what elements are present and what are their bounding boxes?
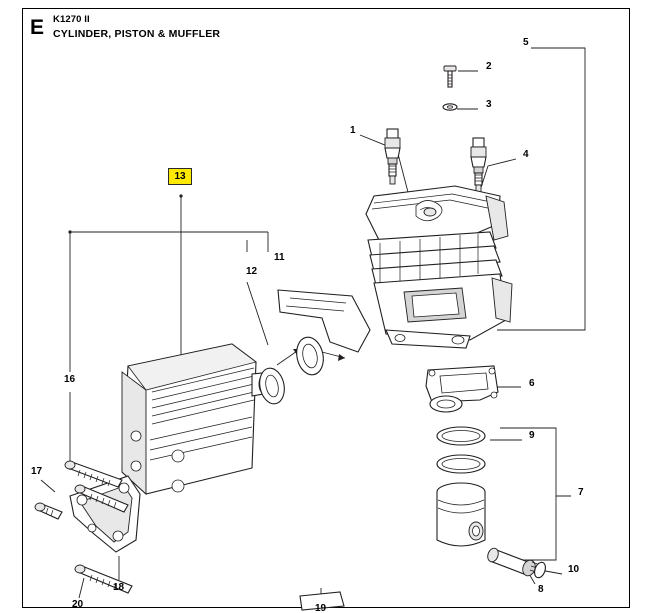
callout-13-highlight[interactable]	[168, 168, 192, 185]
model-label: K1270 II	[53, 14, 90, 25]
cylinder-assembly-art	[366, 186, 512, 348]
screw-2-art	[444, 66, 456, 87]
muffler-gaskets-art	[257, 290, 370, 406]
callout-20: 20	[72, 599, 84, 610]
piston-7-art	[437, 483, 485, 546]
spark-plug-4-art	[471, 138, 486, 193]
callout-17: 17	[31, 466, 43, 477]
callout-2: 2	[486, 61, 492, 72]
callout-19: 19	[315, 603, 327, 613]
page-title: CYLINDER, PISTON & MUFFLER	[53, 28, 221, 40]
base-gasket-6-art	[426, 366, 498, 412]
callout-10: 10	[568, 564, 580, 575]
piston-rings-9-art	[437, 427, 485, 473]
callout-4: 4	[523, 149, 529, 160]
muffler-13-art	[122, 344, 274, 494]
washer-3-art	[443, 104, 457, 110]
callout-3: 3	[486, 99, 492, 110]
callout-5: 5	[523, 37, 529, 48]
callout-9: 9	[529, 430, 535, 441]
callout-11: 11	[274, 252, 285, 263]
wrist-pin-8-art	[486, 547, 548, 580]
callout-6: 6	[529, 378, 535, 389]
callout-12: 12	[246, 266, 258, 277]
callout-1: 1	[350, 125, 356, 136]
section-letter: E	[30, 16, 45, 39]
callout-18: 18	[113, 582, 125, 593]
callout-13-label: 13	[174, 170, 186, 182]
callout-8: 8	[538, 584, 544, 595]
spark-plug-1-art	[385, 129, 400, 184]
callout-7: 7	[578, 487, 584, 498]
callout-16: 16	[64, 374, 76, 385]
